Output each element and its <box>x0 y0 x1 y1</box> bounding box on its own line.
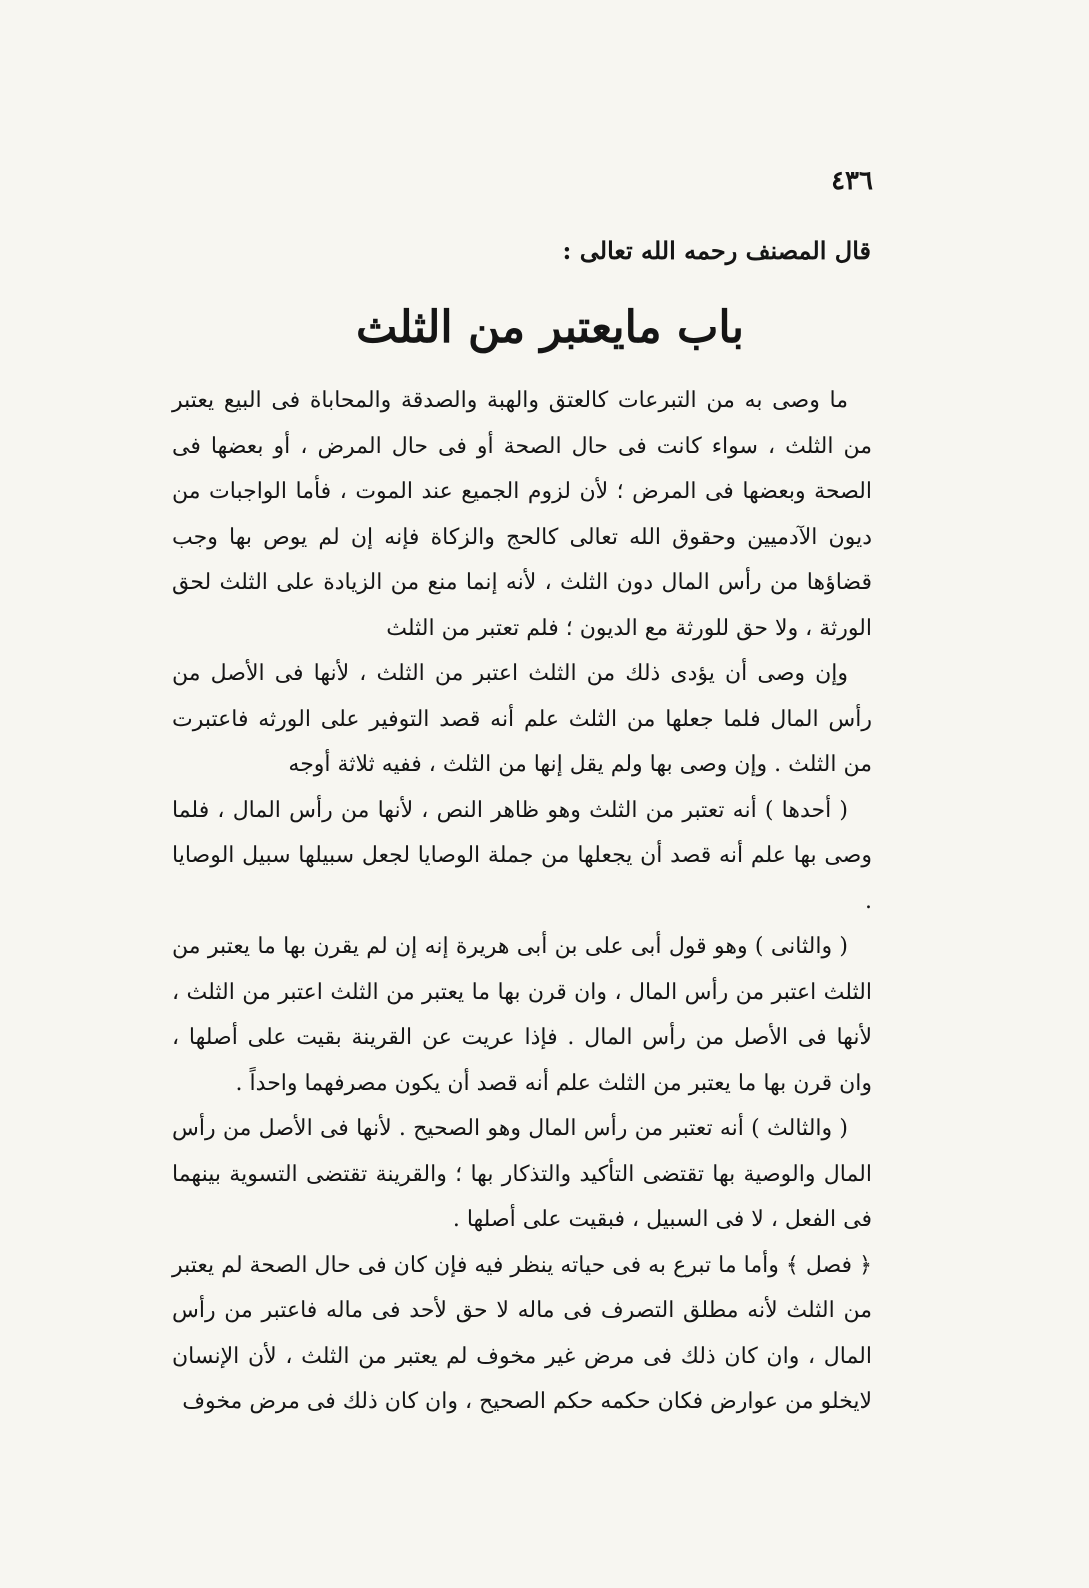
body-text <box>172 378 872 1425</box>
author-attribution: قال المصنف رحمه الله تعالى : <box>562 236 871 265</box>
paragraph: ما وصى به من التبرعات كالعتق والهبة والصدقة والمحاباة فى البيع يعتبر من الثلث ، سواء كانت فى حال الصحة أو فى حال المرض ، أو بعضها فى الصحة وبعضها فى المرض ؛ لأن لزوم الجميع عند الموت ، فأما الواجبات من ديون الآدميين وحقوق الله تعالى كالحج والزكاة فإنه إن لم يوص بها وجب قضاؤها من رأس المال دون الثلث ، لأنه إنما منع من الزيادة على الثلث لحق الورثة ، ولا حق للورثة مع الديون ؛ فلم تعتبر من الثلث <box>172 388 872 641</box>
paragraph: وإن وصى أن يؤدى ذلك من الثلث اعتبر من الثلث ، لأنها فى الأصل من رأس المال فلما جعلها من الثلث علم أنه قصد التوفير على الورثه فاعتبرت من الثلث . وإن وصى بها ولم يقل إنها من الثلث ، ففيه ثلاثة أوجه <box>172 661 872 777</box>
paragraph: ( والثانى ) وهو قول أبى على بن أبى هريرة إنه إن لم يقرن بها ما يعتبر من الثلث اعتبر من رأس المال ، وان قرن بها ما يعتبر من الثلث اعتبر من الثلث ، لأنها فى الأصل من رأس المال . فإذا عريت عن القرينة بقيت على أصلها ، وان قرن بها ما يعتبر من الثلث علم أنه قصد أن يكون مصرفهما واحداً . <box>172 934 872 1096</box>
page-number: ٤٣٦ <box>831 166 873 196</box>
chapter-title: باب مايعتبر من الثلث <box>355 302 745 353</box>
section-paragraph: ﴿ فصل ﴾ وأما ما تبرع به فى حياته ينظر فيه فإن كان فى حال الصحة لم يعتبر من الثلث لأنه مطلق التصرف فى ماله لا حق لأحد فى ماله فاعتبر من رأس المال ، وان كان ذلك فى مرض غير مخوف لم يعتبر من الثلث ، لأن الإنسان لايخلو من عوارض فكان حكمه حكم الصحيح ، وان كان ذلك فى مرض مخوف <box>172 1252 872 1414</box>
paragraph: ( أحدها ) أنه تعتبر من الثلث وهو ظاهر النص ، لأنها من رأس المال ، فلما وصى بها علم أنه قصد أن يجعلها من جملة الوصايا لجعل سبيلها سبيل الوصايا . <box>172 797 872 914</box>
paragraph: ( والثالث ) أنه تعتبر من رأس المال وهو الصحيح . لأنها فى الأصل من رأس المال والوصية بها تقتضى التأكيد والتذكار بها ؛ والقرينة تقتضى التسوية بينهما فى الفعل ، لا فى السبيل ، فبقيت على أصلها . <box>172 1116 872 1232</box>
